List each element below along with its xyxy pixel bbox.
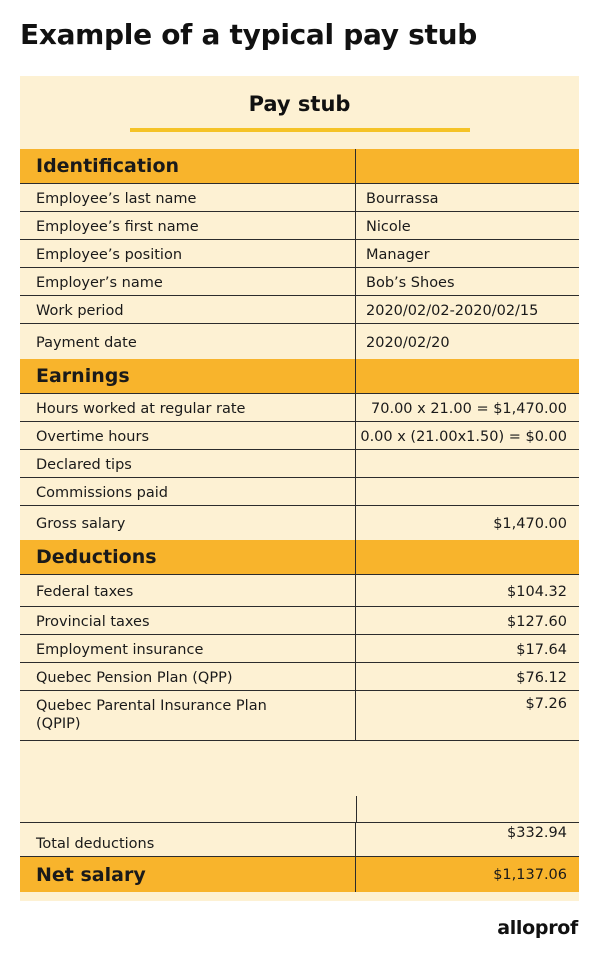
row-value: Bob’s Shoes bbox=[366, 274, 455, 291]
section-heading: Earnings bbox=[20, 359, 356, 393]
row-label: Employee’s first name bbox=[20, 212, 356, 239]
section-heading: Identification bbox=[20, 149, 356, 183]
row-value: $17.64 bbox=[516, 641, 567, 658]
row-value: $332.94 bbox=[507, 825, 567, 841]
row-label: Work period bbox=[20, 296, 356, 323]
row-value: 70.00 x 21.00 = $1,470.00 bbox=[371, 400, 567, 417]
table-row bbox=[20, 450, 579, 478]
row-label: Gross salary bbox=[20, 506, 356, 540]
blank-row bbox=[20, 741, 579, 823]
row-value: 2020/02/20 bbox=[366, 334, 450, 351]
table-row bbox=[20, 268, 579, 296]
row-value: 0.00 x (21.00x1.50) = $0.00 bbox=[360, 428, 567, 445]
section-heading: Deductions bbox=[20, 540, 356, 574]
table-row bbox=[20, 635, 579, 663]
section-earnings bbox=[20, 359, 579, 394]
alloprof-logo: alloprof bbox=[497, 917, 578, 939]
page-title: Example of a typical pay stub bbox=[20, 18, 477, 51]
row-value: Manager bbox=[366, 246, 430, 263]
row-value: Nicole bbox=[366, 218, 411, 235]
table-row bbox=[20, 422, 579, 450]
row-label: Provincial taxes bbox=[20, 607, 356, 634]
row-value: Bourrassa bbox=[366, 190, 439, 207]
row-label: Employee’s last name bbox=[20, 184, 356, 211]
pay-stub-table bbox=[20, 149, 579, 892]
table-row bbox=[20, 575, 579, 607]
row-label: Quebec Pension Plan (QPP) bbox=[20, 663, 356, 690]
table-row bbox=[20, 394, 579, 422]
section-deductions bbox=[20, 540, 579, 575]
net-salary-label: Net salary bbox=[20, 857, 356, 892]
row-value: $104.32 bbox=[507, 583, 567, 600]
pay-stub bbox=[20, 76, 579, 901]
row-label: Declared tips bbox=[20, 450, 356, 477]
row-value: $76.12 bbox=[516, 669, 567, 686]
row-label: Total deductions bbox=[20, 823, 356, 856]
table-row bbox=[20, 184, 579, 212]
stub-title: Pay stub bbox=[248, 92, 351, 116]
table-row bbox=[20, 240, 579, 268]
row-value: 2020/02/02-2020/02/15 bbox=[366, 302, 539, 319]
row-label: Overtime hours bbox=[20, 422, 356, 449]
row-value: $7.26 bbox=[525, 696, 567, 712]
row-value: $127.60 bbox=[507, 613, 567, 630]
row-label: Federal taxes bbox=[20, 575, 356, 606]
row-value bbox=[356, 478, 579, 505]
table-row bbox=[20, 212, 579, 240]
row-value: $1,470.00 bbox=[493, 516, 567, 532]
table-row bbox=[20, 691, 579, 741]
table-row bbox=[20, 607, 579, 635]
table-row bbox=[20, 663, 579, 691]
row-label: Payment date bbox=[20, 324, 356, 359]
row-label: Commissions paid bbox=[20, 478, 356, 505]
table-row bbox=[20, 324, 579, 359]
row-label: Quebec Parental Insurance Plan (QPIP) bbox=[20, 691, 356, 740]
row-value bbox=[356, 450, 579, 477]
net-salary-value: $1,137.06 bbox=[493, 866, 567, 883]
section-identification bbox=[20, 149, 579, 184]
row-label: Employee’s position bbox=[20, 240, 356, 267]
total-deductions-row bbox=[20, 823, 579, 857]
row-label: Hours worked at regular rate bbox=[20, 394, 356, 421]
table-row bbox=[20, 506, 579, 540]
net-salary-row bbox=[20, 857, 579, 892]
row-label: Employer’s name bbox=[20, 268, 356, 295]
table-row bbox=[20, 478, 579, 506]
table-row bbox=[20, 296, 579, 324]
title-underline bbox=[130, 128, 470, 132]
row-label: Employment insurance bbox=[20, 635, 356, 662]
